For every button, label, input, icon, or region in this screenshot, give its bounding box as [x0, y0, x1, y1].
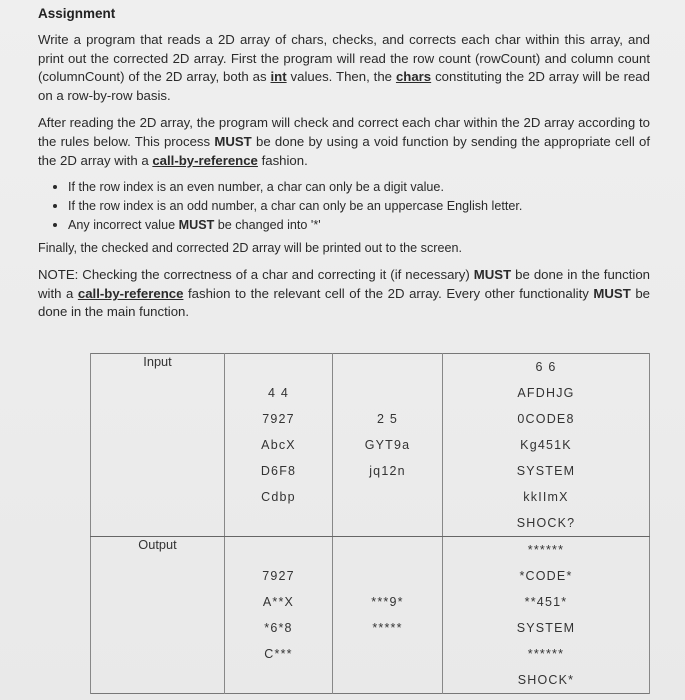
example-line: SYSTEM	[516, 621, 576, 635]
example-line	[225, 354, 332, 380]
input-example-1	[225, 354, 333, 537]
output-example-3	[443, 537, 650, 694]
example-line: ******	[527, 543, 565, 557]
example-line: SHOCK*	[517, 673, 575, 687]
example-line: C***	[264, 647, 293, 661]
paragraph-process: After reading the 2D array, the program will check and correct each char within the 2D array according to the rules below. This process MUST be done by using a void function by sending the appropriate cell of the 2D array with a call-by-reference fashion.	[38, 115, 651, 168]
example-line: *****	[372, 621, 403, 635]
example-line: **451*	[524, 595, 568, 609]
paragraph-intro: Write a program that reads a 2D array of chars, checks, and corrects each char within this array, and print out the corrected 2D array. First the program will read the row count (rowCount) and column count (columnCount) of the 2D array, both as int values. Then, the chars constituting the 2D array will be read on a row-by-row basis.	[38, 32, 650, 103]
output-label: Output	[91, 537, 225, 694]
output-row	[91, 537, 650, 694]
assignment-title: Assignment	[38, 6, 116, 21]
example-line: GYT9a	[364, 438, 411, 452]
assignment-text	[38, 6, 650, 322]
example-line: AFDHJG	[517, 386, 575, 400]
example-line: 6 6	[535, 360, 557, 374]
rule-odd-row: • If the row index is an odd number, a char can only be an uppercase English letter.	[68, 197, 650, 216]
example-line: kkIImX	[523, 490, 569, 504]
example-line: SHOCK?	[516, 516, 576, 530]
input-row	[91, 354, 650, 537]
example-line	[225, 537, 332, 563]
example-line: *CODE*	[519, 569, 573, 583]
output-example-2	[333, 537, 443, 694]
rules-list	[38, 178, 650, 234]
example-line: *6*8	[264, 621, 293, 635]
example-line	[333, 537, 442, 563]
example-line: 4 4	[268, 386, 289, 400]
example-line: SYSTEM	[516, 464, 576, 478]
example-line: 0CODE8	[517, 412, 575, 426]
example-line: AbcX	[261, 438, 296, 452]
example-line: 2 5	[377, 412, 398, 426]
io-example-table	[90, 353, 650, 694]
input-label: Input	[91, 354, 225, 537]
example-line: D6F8	[260, 464, 297, 478]
example-line: A**X	[262, 595, 295, 609]
example-line: Cdbp	[261, 490, 296, 504]
input-example-3	[443, 354, 650, 537]
example-line: ***9*	[371, 595, 404, 609]
example-line	[333, 354, 442, 380]
example-line: ******	[527, 647, 565, 661]
example-line: 7927	[262, 412, 295, 426]
rule-incorrect-value: • Any incorrect value MUST be changed into '*'	[68, 216, 650, 235]
example-line	[333, 380, 442, 406]
rule-even-row: • If the row index is an even number, a char can only be a digit value.	[68, 178, 650, 197]
example-line: 7927	[262, 569, 295, 583]
example-line	[333, 563, 442, 589]
output-example-1	[225, 537, 333, 694]
paragraph-note: NOTE: Checking the correctness of a char and correcting it (if necessary) MUST be done in the function with a call-by-reference fashion to the relevant cell of the 2D array. Every other functionality MUST be done in the main function.	[38, 267, 650, 320]
example-line: jq12n	[369, 464, 406, 478]
input-example-2	[333, 354, 443, 537]
example-line: Kg451K	[520, 438, 572, 452]
paragraph-finally: Finally, the checked and corrected 2D array will be printed out to the screen.	[38, 240, 462, 255]
